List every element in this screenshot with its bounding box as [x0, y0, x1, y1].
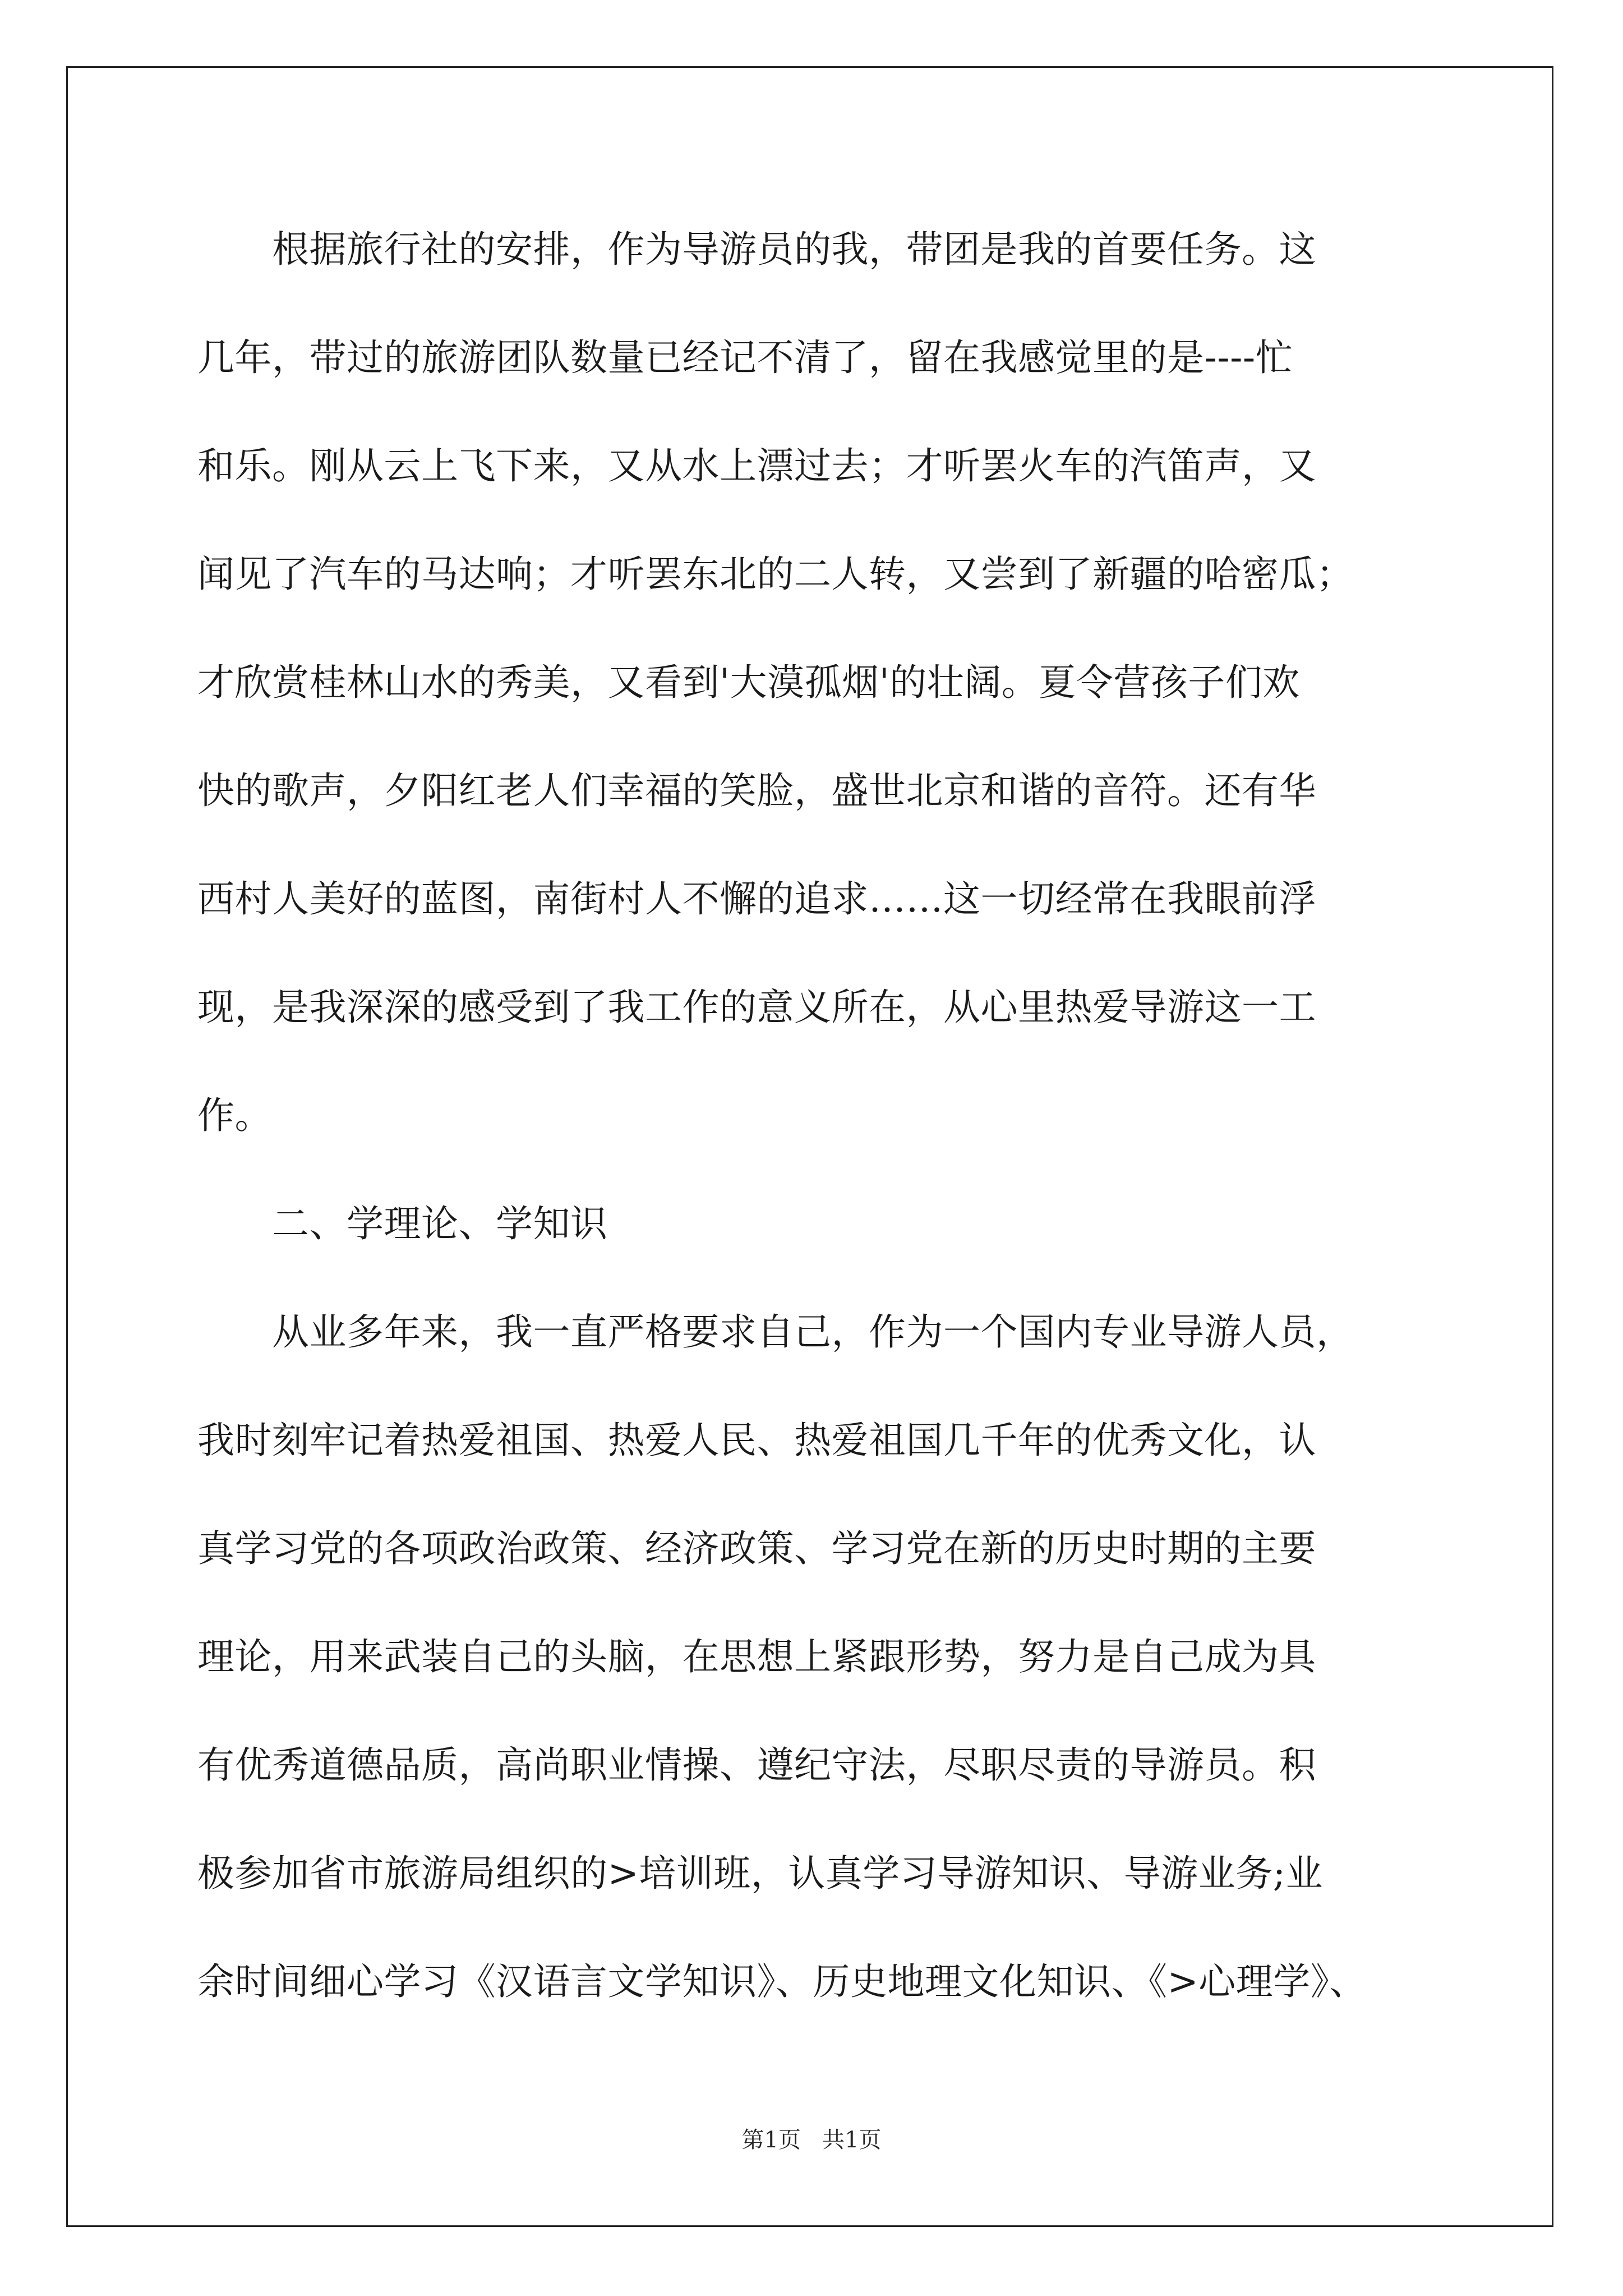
paragraph-line: 作。 — [197, 1094, 272, 1137]
paragraph-line: 我时刻牢记着热爱祖国、热爱人民、热爱祖国几千年的优秀文化，认 — [197, 1419, 1316, 1462]
paragraph-line: 真学习党的各项政治政策、经济政策、学习党在新的历史时期的主要 — [197, 1527, 1316, 1570]
page-border — [66, 66, 1553, 2227]
paragraph-line: 极参加省市旅游局组织的>培训班，认真学习导游知识、导游业务;业 — [197, 1852, 1324, 1895]
paragraph-line: 理论，用来武装自己的头脑，在思想上紧跟形势，努力是自己成为具 — [197, 1635, 1316, 1678]
paragraph-line: 从业多年来，我一直严格要求自己，作为一个国内专业导游人员， — [197, 1310, 1354, 1354]
paragraph-line: 闻见了汽车的马达响；才听罢东北的二人转，又尝到了新疆的哈密瓜； — [197, 553, 1354, 596]
paragraph-line: 根据旅行社的安排，作为导游员的我，带团是我的首要任务。这 — [197, 228, 1316, 271]
paragraph-line: 有优秀道德品质，高尚职业情操、遵纪守法，尽职尽责的导游员。积 — [197, 1743, 1316, 1787]
paragraph-line: 和乐。刚从云上飞下来，又从水上漂过去；才听罢火车的汽笛声，又 — [197, 444, 1316, 487]
paragraph-line: 西村人美好的蓝图，南街村人不懈的追求……这一切经常在我眼前浮 — [197, 877, 1316, 921]
page-number: 第1页 — [741, 2127, 801, 2153]
paragraph-line: 才欣赏桂林山水的秀美，又看到'大漠孤烟'的壮阔。夏令营孩子们欢 — [197, 661, 1300, 704]
paragraph-line: 余时间细心学习《汉语言文学知识》、历史地理文化知识、《>心理学》、 — [197, 1960, 1367, 2003]
section-heading: 二、学理论、学知识 — [197, 1202, 608, 1245]
page-total: 共1页 — [822, 2127, 882, 2153]
paragraph-line: 快的歌声，夕阳红老人们幸福的笑脸，盛世北京和谐的音符。还有华 — [197, 769, 1316, 812]
paragraph-line: 几年，带过的旅游团队数量已经记不清了，留在我感觉里的是----忙 — [197, 336, 1293, 379]
page-footer — [0, 2126, 1623, 2154]
paragraph-line: 现，是我深深的感受到了我工作的意义所在，从心里热爱导游这一工 — [197, 986, 1316, 1029]
